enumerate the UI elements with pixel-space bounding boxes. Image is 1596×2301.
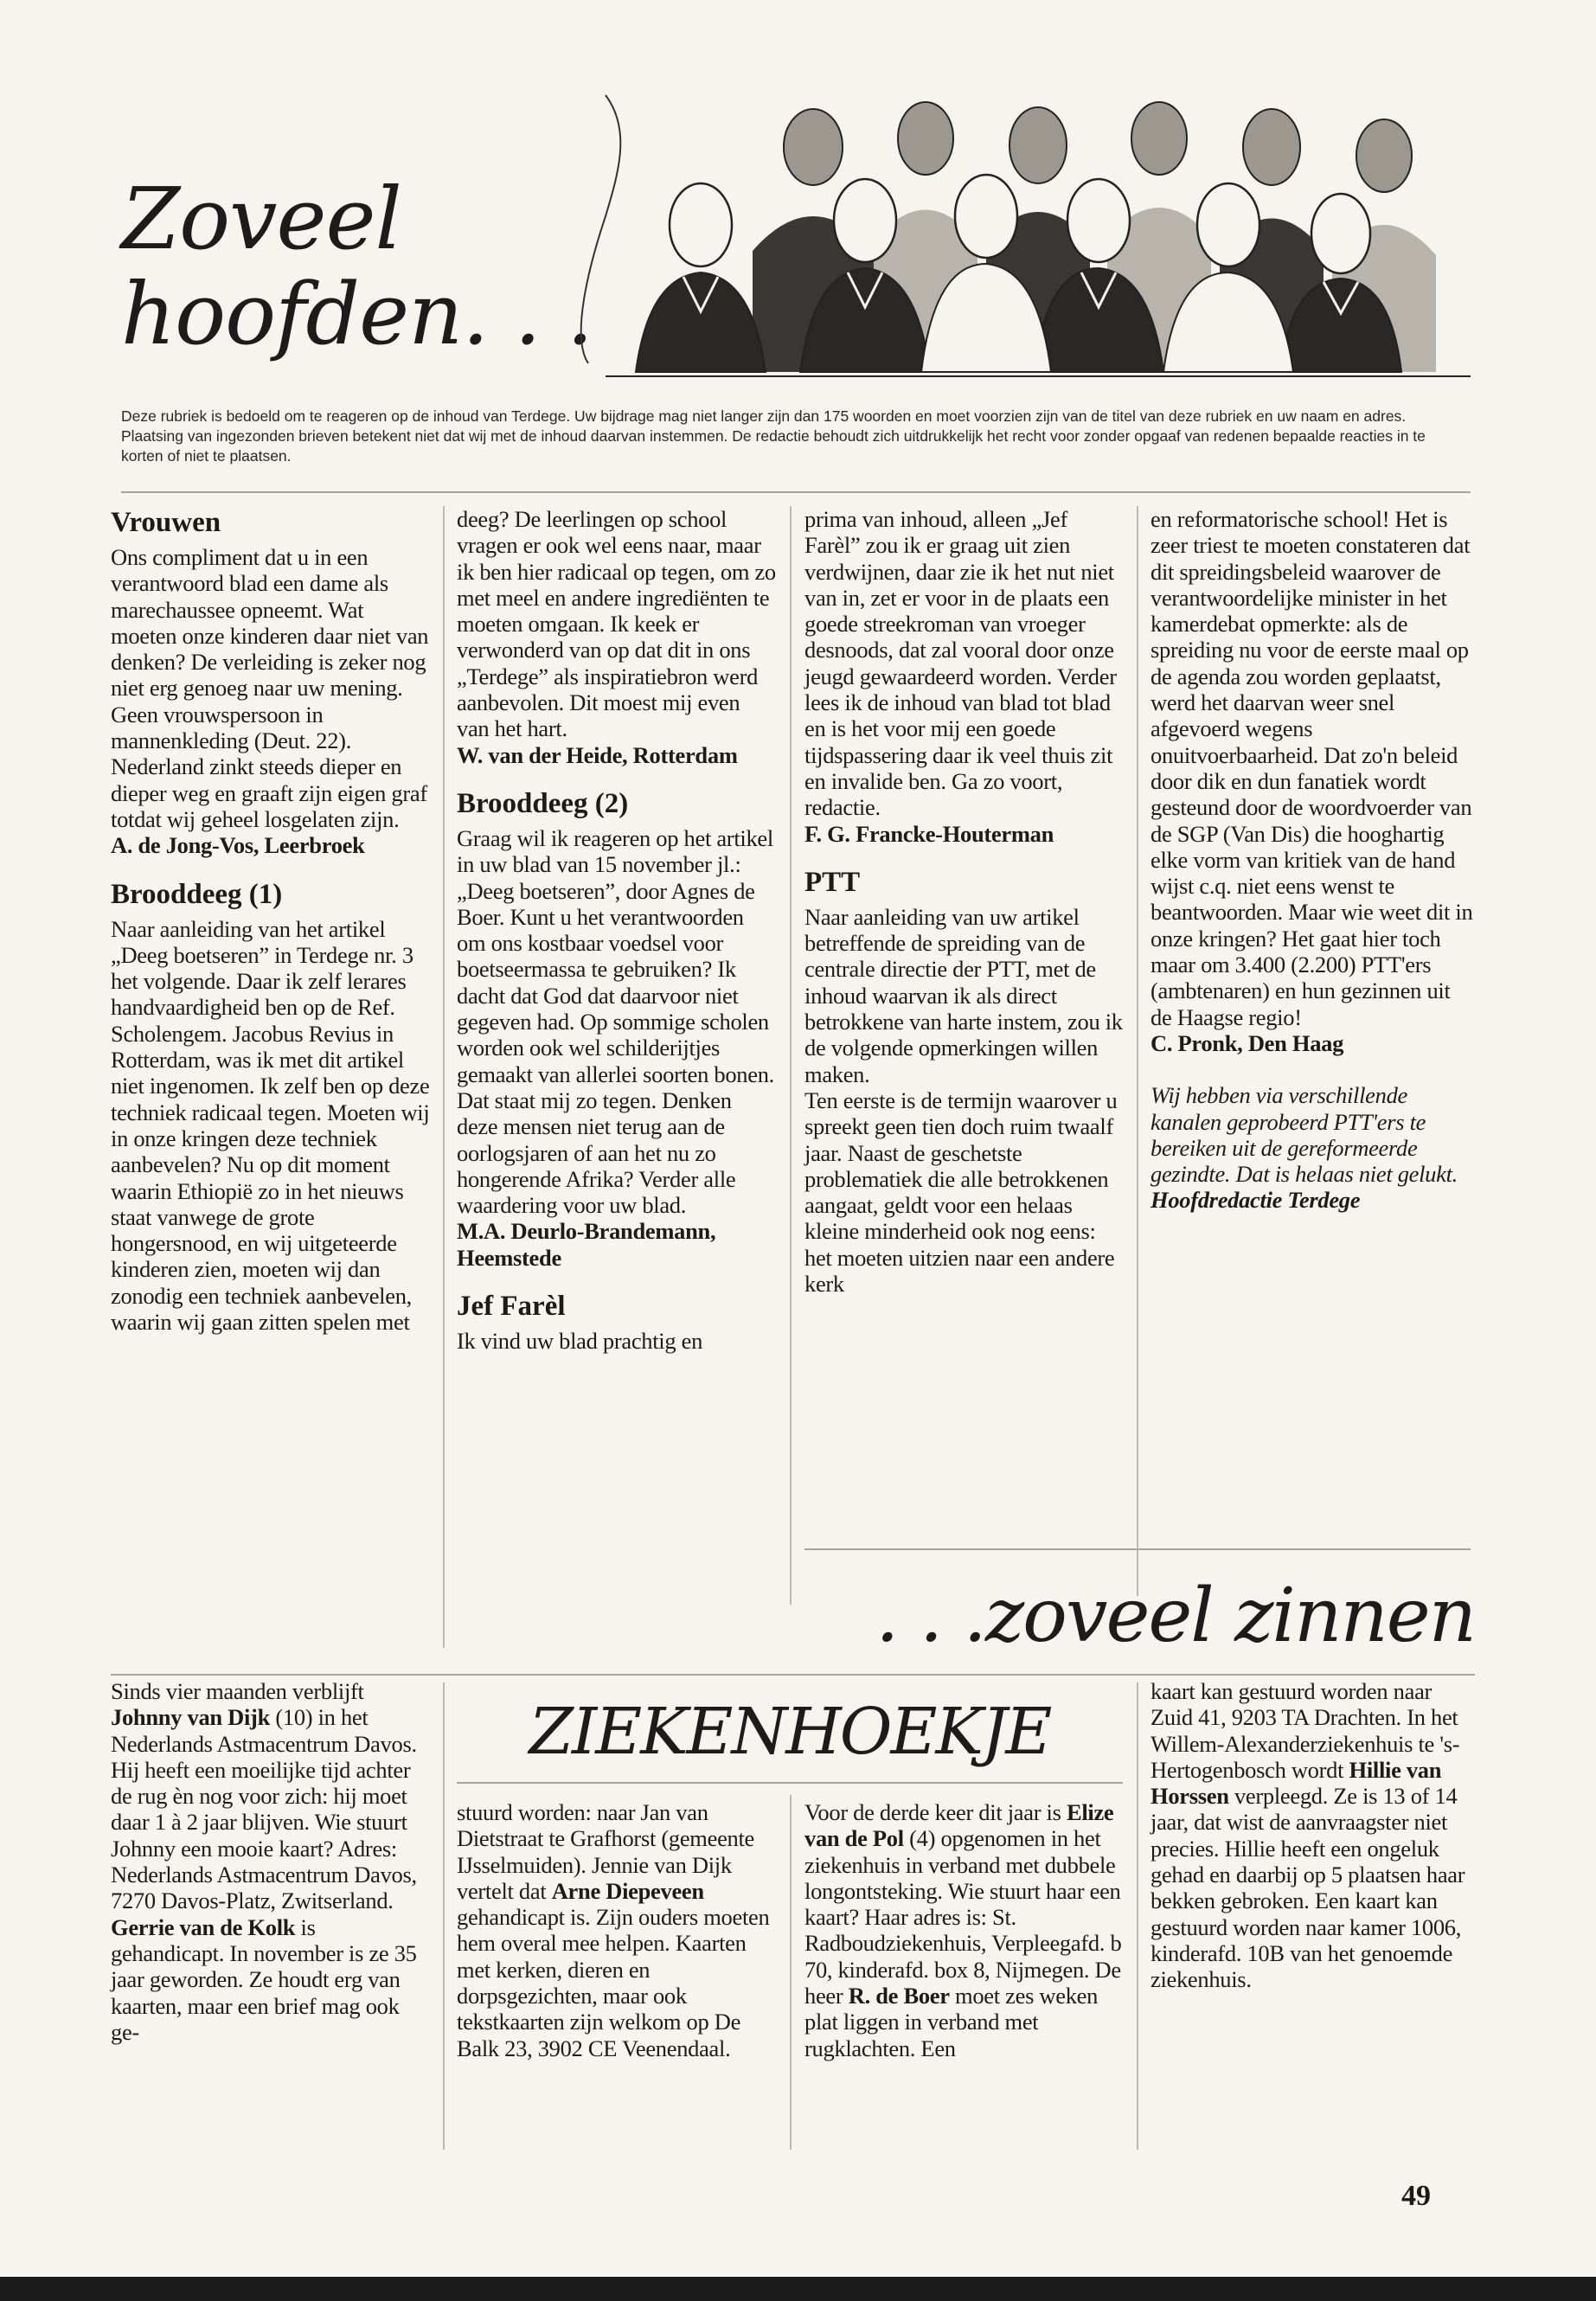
column-divider: [443, 1682, 445, 2150]
page-number: 49: [1401, 2180, 1431, 2212]
intro-text: Deze rubriek is bedoeld om te reageren op de inhoud van Terdege. Uw bijdrage mag niet langer zijn dan 175 woorden en moet voorzien zijn van de titel van deze rubriek en uw naam en adres. Plaatsing van ingezonden brieven betekent niet dat wij met de inhoud daarvan instemmen. De redactie behoudt zich uitdrukkelijk het recht voor zonder opgaaf van redenen bepaalde reacties in te korten of niet te plaatsen.: [121, 407, 1426, 465]
body-shape: [636, 272, 766, 372]
ziekenhoekje-underline: [457, 1782, 1123, 1784]
letters-column-1: [111, 506, 433, 1335]
head-icon: [955, 175, 1017, 258]
head-icon: [1010, 107, 1067, 183]
scan-edge: [0, 2277, 1596, 2301]
ziekenhoekje-column-1: Sinds vier maanden verblijft Johnny van Dijk (10) in het Nederlands Astmacentrum Davos. Hij heeft een moeilijke tijd achter de rug èn nog voor zich: hij moet daar 1 à 2 jaar blijven. Wie stuurt Johnny een mooie kaart? Adres: Nederlands Astmacentrum Davos, 7270 Davos-Platz, Zwitserland. Gerrie van de Kolk is gehandicapt. In november is ze 35 jaar geworden. Ze houdt erg van kaarten, maar een brief mag ook ge-: [111, 1678, 417, 2045]
letter-heading-ptt: PTT: [804, 866, 861, 898]
top-divider: [121, 491, 1471, 493]
letter-heading-brooddeeg-1: Brooddeeg (1): [111, 878, 283, 910]
ziekenhoekje-title: ZIEKENHOEKJE: [529, 1695, 1051, 1769]
letters-column-4: [1151, 506, 1475, 1214]
letter-body-continued: deeg? De leerlingen op school vragen er ook wel eens naar, maar ik ben hier radicaal op tegen, om zo met meel en andere ingrediënten te moeten omgaan. Ik keek er verwonderd van op dat dit in ons „Terdege” als inspiratiebron werd aanbevolen. Dit moest mij even van het hart.: [457, 506, 776, 742]
editor-signature: Hoofdredactie Terdege: [1151, 1187, 1361, 1214]
letter-signature: F. G. Francke-Houterman: [804, 820, 1054, 847]
letter-body-ptt: Ten eerste is de termijn waarover u spreekt geen tien doch ruim twaalf jaar. Naast de geschetste problematiek die alle betrokkenen aangaat, geldt voor een helaas kleine minderheid ook nog eens: het moeten uitzien naar een andere kerk: [804, 1086, 1118, 1298]
page-title: [121, 170, 593, 364]
letter-body-continued: prima van inhoud, alleen „Jef Farèl” zou ik er graag uit zien verdwijnen, daar zie ik het nut niet van in, zet er voor in de plaats een goede streekroman van vroeger desnoods, dat zal vooral door onze jeugd gewaardeerd worden. Verder lees ik de inhoud van blad tot blad en is het voor mij een goede tijdspassering daar ik veel thuis zit en invalide ben. Ga zo voort, redactie.: [804, 506, 1117, 821]
head-icon: [834, 179, 896, 262]
patient-name: Gerrie van de Kolk: [111, 1913, 296, 1940]
column-divider: [790, 506, 792, 1605]
column-divider: [1137, 506, 1138, 1596]
ziekenhoekje-column-2: stuurd worden: naar Jan van Dietstraat te Grafhorst (gemeente IJsselmuiden). Jennie van Dijk vertelt dat Arne Diepeveen gehandicapt is. Zijn ouders moeten hem overal mee helpen. Kaarten met kerken, dieren en dorpsgezichten, maar ook tekstkaarten zijn welkom op De Balk 23, 3902 CE Veenendaal.: [457, 1799, 770, 2061]
patient-name: R. de Boer: [848, 1983, 950, 2009]
letter-heading-brooddeeg-2: Brooddeeg (2): [457, 787, 629, 819]
head-icon: [1311, 194, 1370, 273]
section-title: . . .zoveel zinnen: [875, 1573, 1475, 1659]
editor-reply: Wij hebben via verschillende kanalen geprobeerd PTT'ers te bereiken uit de gereformeerde gezindte. Dat is helaas niet gelukt.: [1151, 1082, 1458, 1188]
title-lead-line: [581, 95, 621, 363]
patient-name: Hillie van Horssen: [1151, 1756, 1442, 1810]
letters-column-3: [804, 506, 1125, 1297]
head-icon: [1131, 102, 1187, 175]
head-icon: [1197, 183, 1259, 266]
patient-name: Arne Diepeveen: [551, 1877, 704, 1904]
letter-signature: C. Pronk, Den Haag: [1151, 1029, 1344, 1056]
section-divider: [111, 1674, 1475, 1676]
letter-body-brooddeeg-1: Naar aanleiding van het artikel „Deeg boetseren” in Terdege nr. 3 het volgende. Daar ik zelf lerares handvaardigheid ben op de Ref. Scholengem. Jacobus Revius in Rotterdam, was ik met dit artikel niet ingenomen. Ik zelf ben op deze techniek radicaal tegen. Moeten wij in onze kringen deze techniek aanbevelen? Nu op dit moment waarin Ethiopië zo in het nieuws staat vanwege de grote hongersnood, en wij uitgeteerde kinderen zien, moeten wij dan zonodig een techniek aanbevelen, waarin wij gaan zitten spelen met: [111, 915, 430, 1336]
title-line-1: Zoveel: [121, 170, 401, 269]
patient-name: Johnny van Dijk: [111, 1704, 271, 1731]
ziekenhoekje-column-3: Voor de derde keer dit jaar is Elize van de Pol (4) opgenomen in het ziekenhuis in verband met dubbele longontsteking. Wie stuurt haar een kaart? Haar adres is: St. Radboudziekenhuis, Verpleegafd. b 70, kinderafd. box 8, Nijmegen. De heer R. de Boer moet zes weken plat liggen in verband met rugklachten. Een: [804, 1799, 1122, 2061]
head-icon: [670, 183, 732, 266]
section-divider: [804, 1548, 1471, 1550]
head-icon: [784, 109, 843, 185]
letter-signature: A. de Jong-Vos, Leerbroek: [111, 832, 365, 859]
head-icon: [898, 102, 953, 175]
column-divider: [443, 506, 445, 1648]
letter-signature: W. van der Heide, Rotterdam: [457, 741, 738, 768]
letter-body-ptt: Naar aanleiding van uw artikel betreffende de spreiding van de centrale directie der PTT, met de inhoud waarvan ik als direct betrokkene van harte instem, zou ik de volgende opmerkingen willen maken.: [804, 903, 1123, 1087]
ziekenhoekje-column-4: kaart kan gestuurd worden naar Zuid 41, 9203 TA Drachten. In het Willem-Alexanderziekenhuis te 's-Hertogenbosch wordt Hillie van Horssen verpleegd. Ze is 13 of 14 jaar, dat wist de aanvraagster niet precies. Hillie heeft een ongeluk gehad en daarbij op 5 plaatsen haar bekken gebroken. Een kaart kan gestuurd worden naar kamer 1006, kinderafd. 10B van het genoemde ziekenhuis.: [1151, 1678, 1465, 1993]
letter-body-jef-farel: Ik vind uw blad prachtig en: [457, 1328, 703, 1355]
letter-body-vrouwen: Ons compliment dat u in een verantwoord blad een dame als marechaussee opneemt. Wat moeten onze kinderen daar niet van denken? De verleiding is zeker nog niet erg genoeg naar uw mening. Geen vrouwspersoon in mannenkleding (Deut. 22). Nederland zinkt steeds dieper en dieper weg en graaft zijn eigen graf totdat wij geheel losgelaten zijn.: [111, 544, 429, 832]
letters-column-2: [457, 506, 777, 1354]
column-divider: [1137, 1682, 1138, 2150]
patient-name: Elize van de Pol: [804, 1799, 1114, 1852]
crowd-illustration: [554, 78, 1479, 398]
head-icon: [1356, 119, 1412, 192]
title-line-2: hoofden. . .: [121, 265, 593, 364]
letter-heading-jef-farel: Jef Farèl: [457, 1291, 566, 1323]
letter-signature: M.A. Deurlo-Brandemann, Heemstede: [457, 1218, 716, 1271]
letter-heading-vrouwen: Vrouwen: [111, 507, 221, 538]
column-divider: [790, 1795, 792, 2150]
letter-body-brooddeeg-2: Graag wil ik reageren op het artikel in uw blad van 15 november jl.: „Deeg boetseren”, door Agnes de Boer. Kunt u het verantwoorden om ons kostbaar voedsel voor boetseermassa te gebruiken? Ik dacht dat God dat daarvoor niet gegeven had. Op sommige scholen worden ook wel schilderijtjes gemaakt van allerlei soorten bonen. Dat staat mij zo tegen. Denken deze mensen niet terug aan de oorlogsjaren of aan het nu zo hongerende Afrika? Verder alle waardering voor uw blad.: [457, 824, 774, 1219]
head-icon: [1243, 109, 1300, 185]
head-icon: [1067, 179, 1130, 262]
letter-body-continued: en reformatorische school! Het is zeer triest te moeten constateren dat dit spreidingsbeleid waarover de verantwoordelijke minister in het kamerdebat opmerkte: als de spreiding nu voor de eerste maal op de agenda zou worden geplaatst, werd het daarvan weer snel afgevoerd wegens onuitvoerbaarheid. Dat zo'n beleid door dik en dun fanatiek wordt gesteund door de woordvoerder van de SGP (Van Dis) die hooghartig elke vorm van kritiek van de hand wijst c.q. niet eens wenst te beantwoorden. Maar wie weet dit in onze kringen? Het gaat hier toch maar om 3.400 (2.200) PTT'ers (ambtenaren) en hun gezinnen uit de Haagse regio!: [1151, 506, 1473, 1030]
